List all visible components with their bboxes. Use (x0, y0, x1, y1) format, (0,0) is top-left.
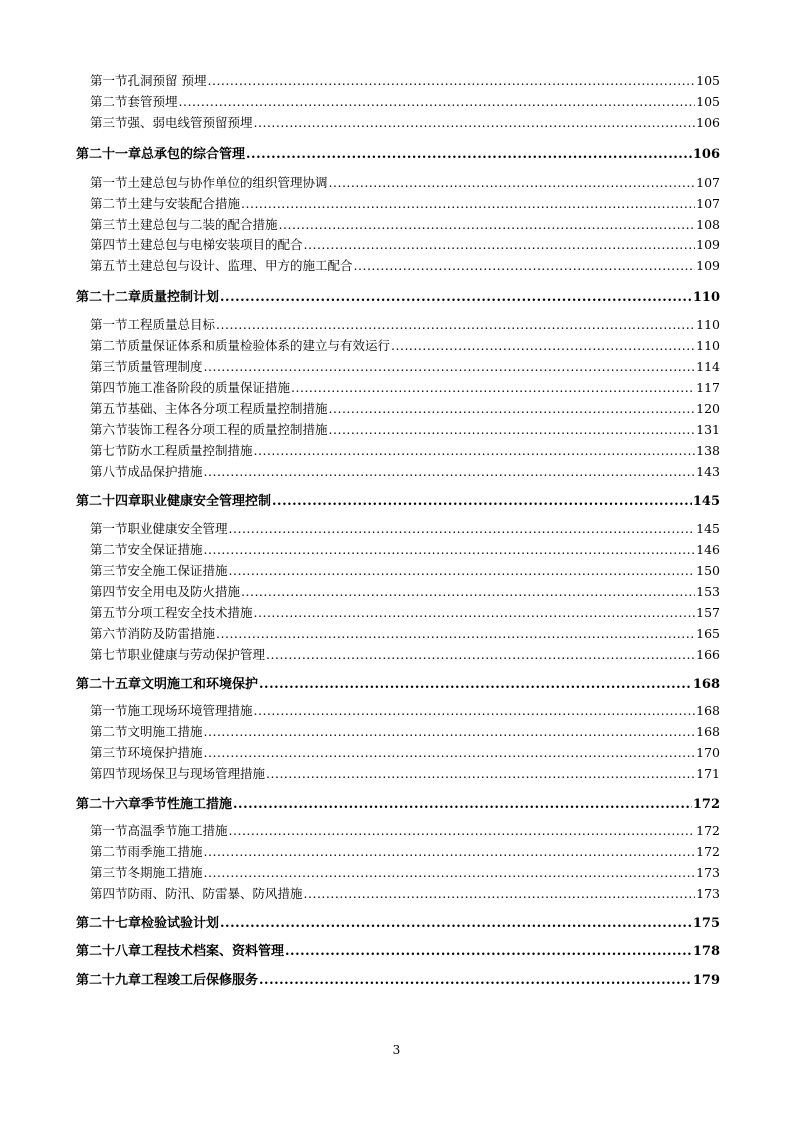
toc-section-number: 第四节 (90, 886, 128, 901)
toc-section-title: 孔洞预留 预埋 (127, 73, 207, 88)
toc-section-number: 第二节 (90, 338, 128, 353)
toc-page-number: 106 (696, 115, 720, 130)
page-number-footer: 3 (392, 1043, 401, 1057)
toc-section-number: 第五节 (90, 401, 128, 416)
toc-chapter-title: 检验试验计划 (141, 916, 220, 931)
toc-section-row[interactable] (76, 603, 720, 621)
toc-leader-dots (204, 745, 696, 760)
toc-leader-dots (329, 175, 696, 190)
toc-leader-dots (229, 521, 696, 536)
toc-section-row[interactable] (76, 884, 720, 902)
toc-chapter-number: 第二十八章 (76, 944, 142, 959)
toc-page-number: 157 (696, 605, 720, 620)
toc-page-number: 131 (696, 422, 720, 437)
toc-leader-dots (285, 944, 692, 959)
toc-leader-dots (241, 584, 695, 599)
toc-chapter-row[interactable] (76, 912, 720, 931)
toc-chapter-number: 第二十二章 (76, 290, 142, 305)
toc-section-number: 第三节 (90, 865, 128, 880)
toc-section-title: 工程质量总目标 (127, 317, 216, 332)
toc-section-number: 第四节 (90, 380, 128, 395)
toc-section-row[interactable] (76, 420, 720, 438)
toc-section-number: 第一节 (90, 73, 128, 88)
toc-section-title: 安全保证措施 (127, 542, 203, 557)
toc-section-row[interactable] (76, 441, 720, 459)
toc-section-row[interactable] (76, 701, 720, 719)
toc-page-number: 173 (696, 865, 720, 880)
toc-section-row[interactable] (76, 540, 720, 558)
toc-section-number: 第四节 (90, 766, 128, 781)
toc-leader-dots (272, 494, 692, 509)
toc-page-number: 173 (696, 886, 720, 901)
toc-page-number: 165 (696, 626, 720, 641)
toc-section-number: 第三节 (90, 745, 128, 760)
toc-page-number: 168 (696, 703, 720, 718)
toc-page-number: 110 (696, 338, 720, 353)
toc-chapter-title: 工程技术档案、资料管理 (141, 944, 285, 959)
toc-section-row[interactable] (76, 582, 720, 600)
toc-chapter-number: 第二十九章 (76, 973, 142, 988)
toc-section-number: 第一节 (90, 703, 128, 718)
toc-section-title: 防雨、防汛、防雷暴、防风措施 (127, 886, 303, 901)
toc-section-number: 第六节 (90, 626, 128, 641)
toc-page-number: 105 (696, 73, 720, 88)
toc-page-number: 114 (696, 359, 720, 374)
toc-page-number: 179 (692, 973, 720, 988)
toc-leader-dots (304, 237, 696, 252)
toc-section-number: 第四节 (90, 237, 128, 252)
toc-section-row[interactable] (76, 764, 720, 782)
toc-section-title: 质量保证体系和质量检验体系的建立与有效运行 (127, 338, 391, 353)
toc-section-number: 第七节 (90, 647, 128, 662)
toc-page-number: 105 (696, 94, 720, 109)
toc-section-row[interactable] (76, 462, 720, 480)
toc-section-row[interactable] (76, 821, 720, 839)
toc-chapter-title: 职业健康安全管理控制 (141, 494, 272, 509)
toc-chapter-number: 第二十五章 (76, 677, 142, 692)
toc-section-number: 第一节 (90, 521, 128, 536)
toc-leader-dots (254, 115, 696, 130)
toc-leader-dots (204, 542, 696, 557)
toc-section-row[interactable] (76, 722, 720, 740)
toc-page-number: 150 (696, 563, 720, 578)
toc-page-number: 171 (696, 766, 720, 781)
toc-chapter-title: 季节性施工措施 (141, 797, 233, 812)
toc-page-number: 168 (692, 677, 720, 692)
toc-leader-dots (254, 703, 696, 718)
toc-chapter-row[interactable] (76, 286, 720, 305)
toc-section-number: 第一节 (90, 175, 128, 190)
toc-chapter-row[interactable] (76, 673, 720, 692)
toc-section-number: 第七节 (90, 443, 128, 458)
toc-leader-dots (208, 73, 696, 88)
toc-leader-dots (204, 359, 696, 374)
toc-section-row[interactable] (76, 215, 720, 233)
toc-leader-dots (204, 865, 696, 880)
toc-section-number: 第八节 (90, 464, 128, 479)
toc-section-row[interactable] (76, 624, 720, 642)
toc-page-number: 168 (696, 724, 720, 739)
toc-leader-dots (241, 196, 695, 211)
toc-section-row[interactable] (76, 235, 720, 253)
toc-chapter-row[interactable] (76, 143, 720, 162)
toc-page-number: 138 (696, 443, 720, 458)
toc-section-title: 雨季施工措施 (127, 844, 203, 859)
toc-page-number: 110 (696, 317, 720, 332)
toc-leader-dots (220, 290, 692, 305)
toc-section-title: 土建总包与协作单位的组织管理协调 (127, 175, 328, 190)
toc-section-number: 第六节 (90, 422, 128, 437)
toc-section-row[interactable] (76, 194, 720, 212)
toc-leader-dots (279, 217, 696, 232)
toc-chapter-number: 第二十一章 (76, 147, 142, 162)
toc-section-number: 第五节 (90, 258, 128, 273)
toc-section-row[interactable] (76, 71, 720, 89)
toc-leader-dots (391, 338, 695, 353)
toc-section-title: 文明施工措施 (127, 724, 203, 739)
toc-page-number: 170 (696, 745, 720, 760)
toc-leader-dots (329, 422, 696, 437)
toc-section-row[interactable] (76, 336, 720, 354)
toc-section-title: 消防及防雷措施 (127, 626, 216, 641)
toc-section-number: 第一节 (90, 823, 128, 838)
toc-section-row[interactable] (76, 842, 720, 860)
toc-section-row[interactable] (76, 645, 720, 663)
toc-leader-dots (179, 94, 696, 109)
toc-page-number: 145 (692, 494, 720, 509)
toc-page-number: 145 (696, 521, 720, 536)
toc-leader-dots (291, 380, 695, 395)
toc-section-title: 安全施工保证措施 (127, 563, 228, 578)
toc-chapter-title: 工程竣工后保修服务 (141, 973, 259, 988)
toc-page-number: 172 (696, 823, 720, 838)
toc-section-number: 第三节 (90, 359, 128, 374)
toc-leader-dots (229, 563, 696, 578)
toc-section-title: 现场保卫与现场管理措施 (127, 766, 266, 781)
toc-page-number: 110 (692, 290, 720, 305)
toc-section-number: 第二节 (90, 542, 128, 557)
toc-chapter-title: 质量控制计划 (141, 290, 220, 305)
toc-leader-dots (304, 886, 696, 901)
toc-section-title: 分项工程安全技术措施 (127, 605, 253, 620)
toc-section-row[interactable] (76, 519, 720, 537)
toc-section-row[interactable] (76, 173, 720, 191)
toc-page-number: 107 (696, 196, 720, 211)
toc-leader-dots (233, 797, 692, 812)
toc-chapter-row[interactable] (76, 969, 720, 988)
toc-section-row[interactable] (76, 743, 720, 761)
toc-leader-dots (216, 317, 695, 332)
toc-section-title: 基础、主体各分项工程质量控制措施 (127, 401, 328, 416)
toc-section-number: 第四节 (90, 584, 128, 599)
toc-section-row[interactable] (76, 92, 720, 110)
toc-section-number: 第三节 (90, 217, 128, 232)
toc-leader-dots (216, 626, 695, 641)
toc-page-number: 175 (692, 916, 720, 931)
toc-section-number: 第二节 (90, 196, 128, 211)
toc-page-number: 172 (696, 844, 720, 859)
toc-section-number: 第五节 (90, 605, 128, 620)
toc-leader-dots (204, 464, 696, 479)
toc-section-row[interactable] (76, 399, 720, 417)
toc-page-number: 143 (696, 464, 720, 479)
toc-section-title: 施工现场环境管理措施 (127, 703, 253, 718)
toc-chapter-number: 第二十七章 (76, 916, 142, 931)
toc-section-number: 第二节 (90, 94, 128, 109)
toc-chapter-title: 总承包的综合管理 (141, 147, 246, 162)
toc-section-row[interactable] (76, 315, 720, 333)
toc-page-number: 117 (696, 380, 720, 395)
toc-section-title: 质量管理制度 (127, 359, 203, 374)
toc-section-number: 第一节 (90, 317, 128, 332)
toc-section-number: 第三节 (90, 115, 128, 130)
toc-section-title: 施工准备阶段的质量保证措施 (127, 380, 291, 395)
toc-section-number: 第三节 (90, 563, 128, 578)
toc-page-number: 166 (696, 647, 720, 662)
toc-section-title: 安全用电及防火措施 (127, 584, 241, 599)
toc-leader-dots (204, 724, 696, 739)
toc-section-title: 成品保护措施 (127, 464, 203, 479)
toc-section-row[interactable] (76, 357, 720, 375)
toc-section-title: 防水工程质量控制措施 (127, 443, 253, 458)
toc-section-title: 冬期施工措施 (127, 865, 203, 880)
toc-section-row[interactable] (76, 863, 720, 881)
toc-section-title: 土建总包与电梯安装项目的配合 (127, 237, 303, 252)
toc-section-title: 环境保护措施 (127, 745, 203, 760)
toc-page-number: 178 (692, 944, 720, 959)
toc-page-number: 106 (692, 147, 720, 162)
toc-section-title: 装饰工程各分项工程的质量控制措施 (127, 422, 328, 437)
toc-leader-dots (266, 766, 695, 781)
toc-page-number: 146 (696, 542, 720, 557)
toc-page-number: 172 (692, 797, 720, 812)
toc-chapter-number: 第二十四章 (76, 494, 142, 509)
toc-chapter-row[interactable] (76, 940, 720, 959)
toc-chapter-row[interactable] (76, 793, 720, 812)
toc-section-title: 强、弱电线管预留预埋 (127, 115, 253, 130)
toc-page-number: 107 (696, 175, 720, 190)
toc-section-number: 第二节 (90, 844, 128, 859)
toc-chapter-title: 文明施工和环境保护 (141, 677, 259, 692)
toc-page-number: 153 (696, 584, 720, 599)
toc-leader-dots (246, 147, 692, 162)
toc-section-title: 土建总包与二装的配合措施 (127, 217, 278, 232)
toc-leader-dots (259, 973, 692, 988)
toc-leader-dots (266, 647, 695, 662)
toc-chapter-number: 第二十六章 (76, 797, 142, 812)
toc-section-title: 高温季节施工措施 (127, 823, 228, 838)
toc-section-row[interactable] (76, 113, 720, 131)
toc-section-title: 职业健康与劳动保护管理 (127, 647, 266, 662)
toc-page-number: 109 (696, 258, 720, 273)
toc-leader-dots (220, 916, 692, 931)
toc-leader-dots (354, 258, 696, 273)
toc-section-row[interactable] (76, 256, 720, 274)
toc-leader-dots (229, 823, 696, 838)
toc-leader-dots (204, 844, 696, 859)
toc-page-number: 120 (696, 401, 720, 416)
toc-leader-dots (254, 443, 696, 458)
toc-page-number: 109 (696, 237, 720, 252)
toc-page-number: 108 (696, 217, 720, 232)
toc-section-title: 职业健康安全管理 (127, 521, 228, 536)
toc-section-title: 套管预埋 (127, 94, 178, 109)
toc-section-number: 第二节 (90, 724, 128, 739)
toc-section-title: 土建与安装配合措施 (127, 196, 241, 211)
toc-leader-dots (259, 677, 692, 692)
toc-section-title: 土建总包与设计、监理、甲方的施工配合 (127, 258, 353, 273)
toc-leader-dots (254, 605, 696, 620)
toc-leader-dots (329, 401, 696, 416)
toc-chapter-row[interactable] (76, 490, 720, 509)
toc-section-row[interactable] (76, 378, 720, 396)
toc-section-row[interactable] (76, 561, 720, 579)
